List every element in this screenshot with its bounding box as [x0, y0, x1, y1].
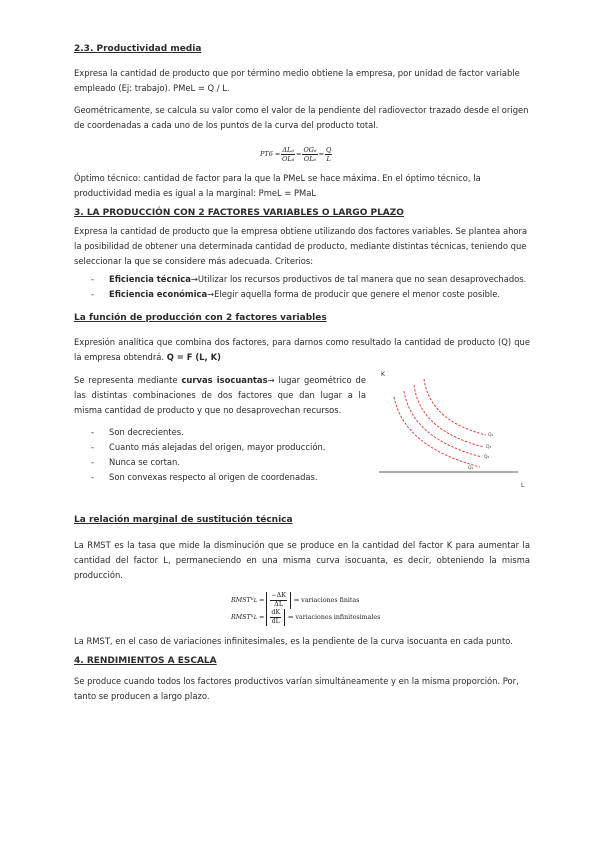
isoquant-chart — [374, 365, 534, 495]
axis-label-l: L — [521, 482, 525, 489]
section-heading-funcion-produccion: La función de producción con 2 factores variables — [74, 313, 327, 323]
formula-rmst-infinitesimal — [231, 609, 530, 626]
section-heading-productividad-media: 2.3. Productividad media — [74, 44, 202, 54]
formula-f1-den: OL₆ — [282, 154, 295, 163]
section-heading-rendimientos: 4. RENDIMIENTOS A ESCALA — [74, 656, 217, 666]
paragraph-geometric: Geométricamente, se calcula su valor como el valor de la pendiente del radiovector trazado desde el origen de coordenadas a cada uno de los puntos de la curva del producto total. — [74, 105, 529, 130]
criteria-list — [74, 272, 530, 302]
isocuantas-post: → lugar geométrico de las distintas combinaciones de dos factores que dan lugar a la misma cantidad de producto y que no desaprovechan recursos. — [74, 375, 367, 415]
curve-label-q2: Q₂ — [484, 455, 490, 460]
formula-rmst-finite — [231, 592, 530, 609]
production-function: Q = F (L, K) — [166, 352, 221, 362]
list-item-eficiencia-economica — [91, 287, 530, 302]
rmst-row2-num: dK — [271, 609, 281, 616]
rmst-row2-lhs: RMSTᴷʟ = — [231, 614, 265, 621]
formula-lhs: PT6 = — [260, 150, 281, 158]
paragraph-dos-factores: Expresa la cantidad de producto que la empresa obtiene utilizando dos factores variables. Se plantea ahora la posibilidad de obtener una determinada cantidad de producto, mediante distintas técnicas, teniendo que seleccionar la que se considere más adecuada. Criterios: — [74, 226, 528, 266]
section-heading-largo-plazo: 3. LA PRODUCCIÓN CON 2 FACTORES VARIABLES O LARGO PLAZO — [74, 208, 404, 218]
list-item-prop-4: - Son convexas respecto al origen de coordenadas. — [91, 470, 530, 485]
axis-label-k: K — [381, 371, 385, 378]
isoquant-curve-1 — [394, 397, 480, 467]
formula-eq1: = — [295, 150, 302, 158]
paragraph-rendimientos: Se produce cuando todos los factores productivos varían simultáneamente y en la misma proporción. Por, tanto se producen a largo plazo. — [74, 676, 519, 701]
isocuantas-pre: Se representa mediante — [74, 375, 182, 385]
term-eficiencia-tecnica: Eficiencia técnica — [109, 274, 191, 284]
formula-eq2: = — [318, 150, 325, 158]
rmst-row1-lhs: RMSTᴷʟ = — [231, 597, 265, 604]
paragraph-rmst-pendiente: La RMST, en el caso de variaciones infinitesimales, es la pendiente de la curva isocuanta en cada punto. — [74, 636, 513, 646]
curve-label-q3: Q₃ — [486, 445, 492, 450]
list-item-prop-2: - Cuanto más alejadas del origen, mayor producción. — [91, 440, 530, 455]
paragraph-pmel-definition: Expresa la cantidad de producto que por término medio obtiene la empresa, por unidad de factor variable empleado (Ej: trabajo). PMeL = Q / L. — [74, 68, 520, 93]
rmst-row1-num: −ΔK — [271, 592, 286, 599]
rmst-row1-abs — [266, 592, 291, 609]
paragraph-rmst-definition: La RMST es la tasa que mide la disminución que se produce en la cantidad del factor K para aumentar la cantidad del factor L, permaneciendo en una misma curva isocuanta, es decir, obteniendo la misma producción. — [74, 540, 530, 580]
paragraph-optimo-tecnico: Óptimo técnico: cantidad de factor para la que la PMeL se hace máxima. En el óptimo técnico, la productividad media es igual a la marginal: PmeL = PMaL — [74, 173, 481, 198]
term-eficiencia-economica: Eficiencia económica — [109, 289, 208, 299]
isoquant-curve-4 — [424, 379, 486, 435]
text-eficiencia-tecnica: →Utilizar los recursos productivos de tal manera que no sean desaprovechados. — [190, 274, 527, 284]
rmst-row1-text: ⇒ variaciones finitas — [293, 597, 360, 604]
rmst-row2-fraction — [270, 609, 281, 626]
paragraph-expresion-analitica — [74, 335, 530, 365]
rmst-row1-fraction — [270, 592, 287, 609]
formula-f3-den: L — [326, 154, 331, 163]
formula-fraction-1 — [281, 146, 295, 163]
rmst-row2-abs — [266, 609, 285, 626]
curve-label-q4: Q₄ — [488, 433, 494, 438]
section-heading-rmst: La relación marginal de sustitución técnica — [74, 515, 293, 525]
formula-f2-num: OG₆ — [303, 145, 317, 154]
isocuantas-term: curvas isocuantas — [181, 375, 268, 385]
formula-f2-den: OL₆ — [303, 154, 317, 163]
formula-fraction-3 — [325, 146, 332, 163]
list-item-prop-3: - Nunca se cortan. — [91, 455, 530, 470]
curve-label-q1: Q₁ — [468, 466, 474, 471]
paragraph-isocuantas — [74, 373, 366, 418]
isoquant-curve-2 — [404, 391, 482, 457]
isoquant-curve-3 — [414, 385, 484, 447]
expresion-text: Expresión analítica que combina dos factores, para darnos como resultado la cantidad de producto (Q) que la empresa obtendrá. — [74, 337, 530, 362]
formula-fraction-2 — [302, 146, 317, 163]
document-page — [74, 40, 530, 704]
rmst-row2-text: ⇒ variaciones infinitesimales — [288, 614, 381, 621]
list-item-eficiencia-tecnica — [91, 272, 530, 287]
rmst-row1-den: ΔL — [274, 601, 283, 608]
formula-f1-num: ΔL₆ — [282, 145, 294, 154]
text-eficiencia-economica: →Elegir aquella forma de producir que genere el menor coste posible. — [207, 289, 501, 299]
isoquant-block — [74, 373, 530, 509]
rmst-row2-den: dL — [271, 618, 280, 625]
list-item-prop-1: - Son decrecientes. — [91, 425, 530, 440]
formula-f3-num: Q — [326, 145, 332, 154]
formula-rmst — [231, 592, 530, 626]
formula-pmel — [260, 141, 530, 167]
